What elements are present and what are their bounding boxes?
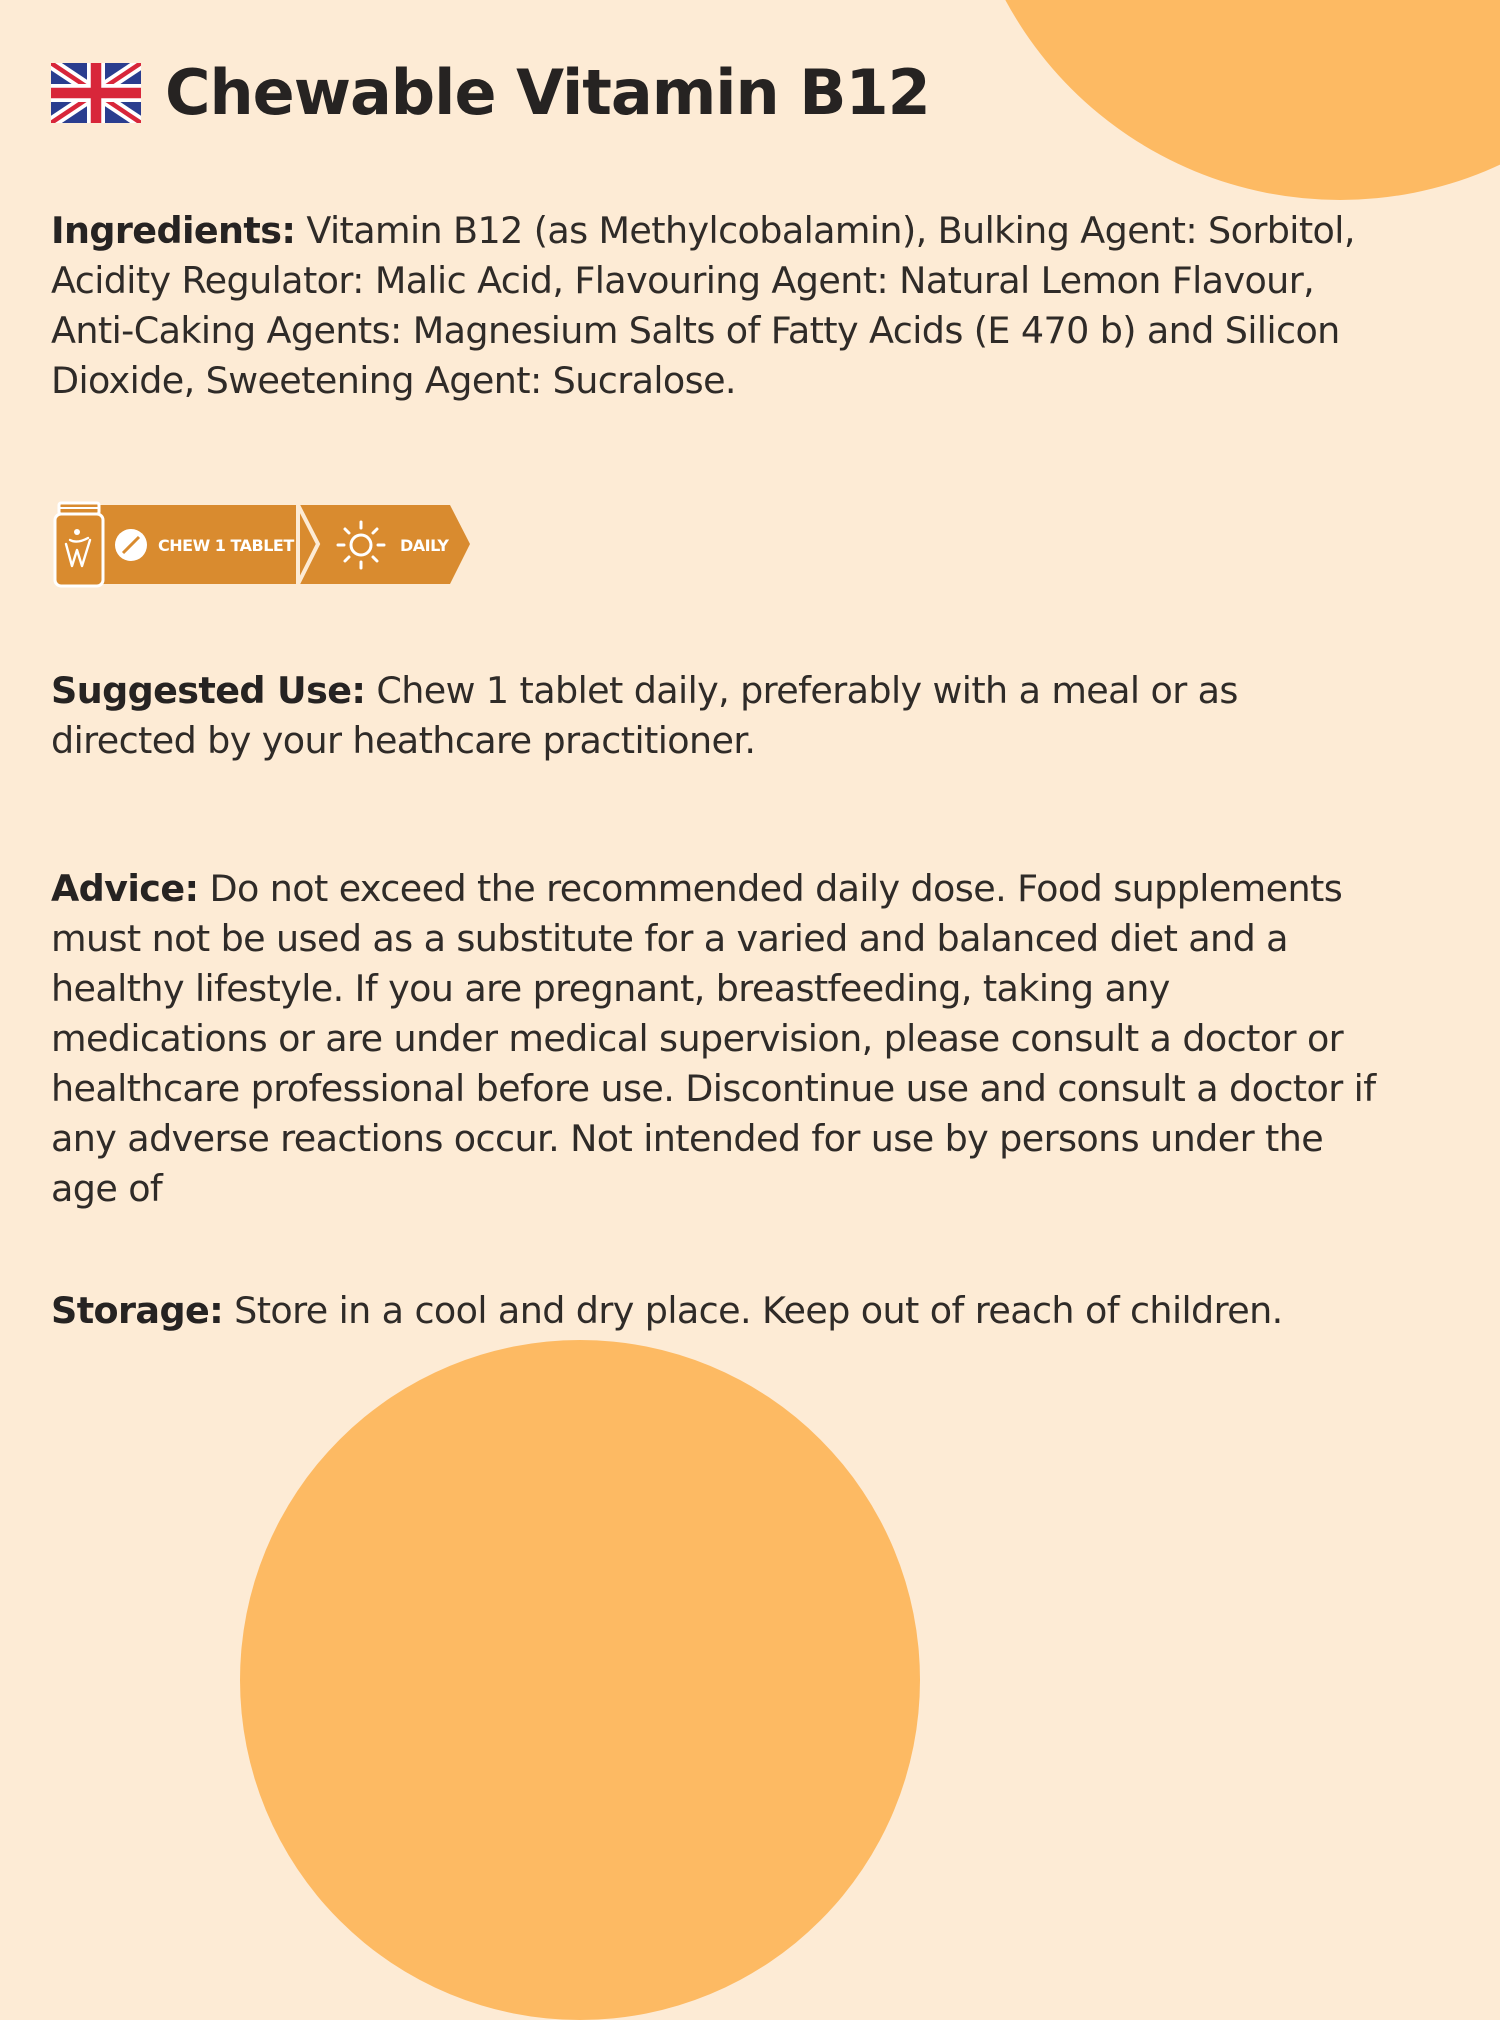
- advice-section: [51, 864, 1381, 1214]
- storage-section: [51, 1286, 1471, 1336]
- advice-label: Advice:: [51, 867, 199, 910]
- suggested-use-section: [51, 666, 1351, 766]
- supplement-jar-icon: [55, 503, 103, 586]
- suggested-use-text: Chew 1 tablet daily, preferably with a meal or as directed by your heathcare practitioner.: [51, 669, 1238, 762]
- decorative-blob-bottom: [240, 1340, 920, 2020]
- dosage-banner: [50, 500, 480, 592]
- decorative-blob-top: [960, 0, 1500, 200]
- page-title: Chewable Vitamin B12: [165, 56, 930, 129]
- ingredients-label: Ingredients:: [51, 209, 296, 252]
- advice-text: Do not exceed the recommended daily dose. Food supplements must not be used as a substitute for a varied and balanced diet and a healthy lifestyle. If you are pregnant, breastfeeding, taking any medications or are under medical supervision, please consult a doctor or healthcare professional before use. Discontinue use and consult a doctor if any adverse reactions occur. Not intended for use by persons under the age of: [51, 867, 1376, 1210]
- ingredients-section: [51, 206, 1361, 406]
- dosage-frequency-label: DAILY: [400, 536, 449, 555]
- ingredients-text: Vitamin B12 (as Methylcobalamin), Bulking Agent: Sorbitol, Acidity Regulator: Malic Acid, Flavouring Agent: Natural Lemon Flavour, Anti-Caking Agents: Magnesium Salts of Fatty Acids (E 470 b) and Silicon Dioxide, Sweetening Agent: Sucralose.: [51, 209, 1355, 402]
- storage-label: Storage:: [51, 1289, 224, 1332]
- page-header: [51, 56, 930, 129]
- suggested-use-label: Suggested Use:: [51, 669, 366, 712]
- uk-flag-icon: [51, 63, 141, 123]
- tablet-icon: [115, 529, 147, 561]
- dosage-amount-label: CHEW 1 TABLET: [158, 536, 294, 555]
- storage-text: Store in a cool and dry place. Keep out of reach of children.: [223, 1289, 1283, 1332]
